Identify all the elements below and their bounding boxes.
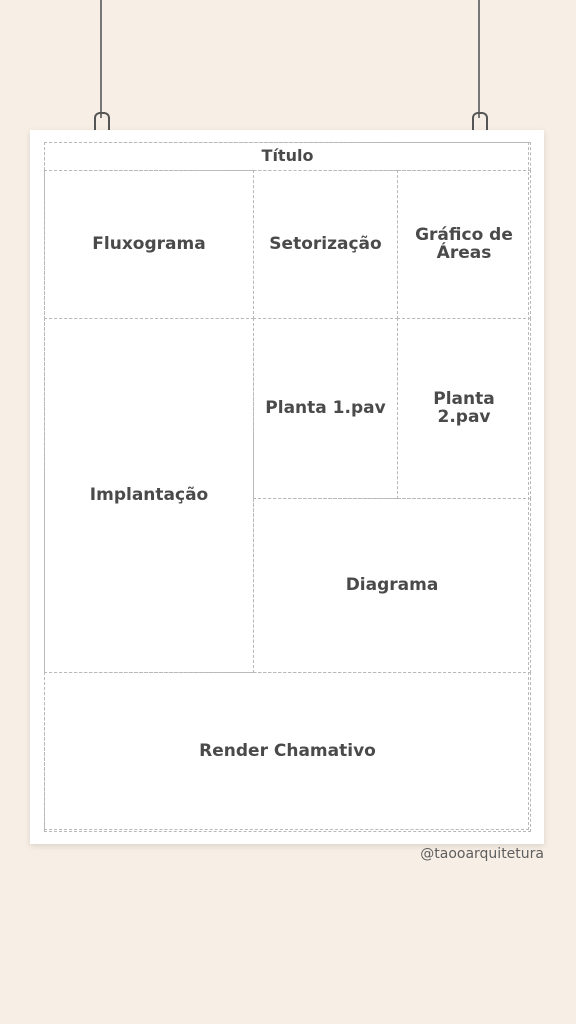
planta-2-cell: Planta 2.pav xyxy=(397,318,531,499)
title-cell: Título xyxy=(44,142,531,171)
layout-frame xyxy=(44,142,529,830)
planta-1-cell: Planta 1.pav xyxy=(253,318,398,499)
hanging-wire-right xyxy=(478,0,480,118)
implantacao-cell: Implantação xyxy=(44,318,254,673)
setorizacao-cell: Setorização xyxy=(253,170,398,319)
credit-handle: @taooarquitetura xyxy=(420,846,544,862)
grafico-areas-cell: Gráfico de Áreas xyxy=(397,170,531,319)
fluxograma-cell: Fluxograma xyxy=(44,170,254,319)
render-chamativo-cell: Render Chamativo xyxy=(44,672,531,832)
hanging-wire-left xyxy=(100,0,102,118)
poster-board xyxy=(30,130,544,844)
diagrama-cell: Diagrama xyxy=(253,498,531,673)
